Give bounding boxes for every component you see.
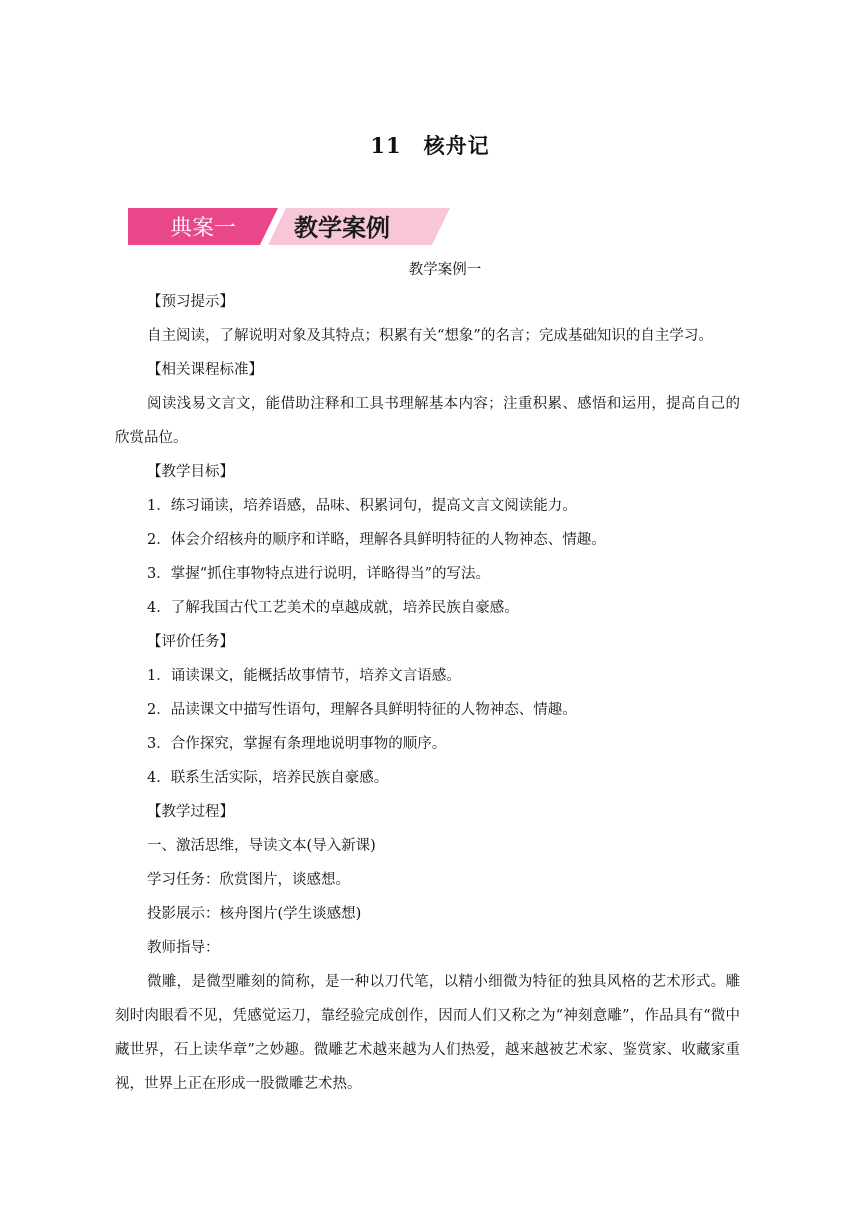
paragraph: 教师指导： — [147, 940, 220, 956]
paragraph: 2．品读课文中描写性语句，理解各具鲜明特征的人物神态、情趣。 — [147, 702, 577, 718]
section-heading: 【预习提示】 — [147, 294, 234, 310]
paragraph: 4．了解我国古代工艺美术的卓越成就，培养民族自豪感。 — [147, 600, 519, 616]
paragraph: 4．联系生活实际，培养民族自豪感。 — [147, 770, 389, 786]
section-heading: 【评价任务】 — [147, 634, 234, 650]
paragraph: 3．掌握“抓住事物特点进行说明，详略得当”的写法。 — [147, 566, 491, 582]
lesson-title: 核舟记 — [423, 133, 490, 158]
paragraph: 3．合作探究，掌握有条理地说明事物的顺序。 — [147, 736, 447, 752]
paragraph: 自主阅读，了解说明对象及其特点；积累有关“想象”的名言；完成基础知识的自主学习。 — [147, 328, 713, 344]
paragraph: 微雕，是微型雕刻的简称，是一种以刀代笔，以精小细微为特征的独具风格的艺术形式。雕刻时肉眼看不见，凭感觉运刀，靠经验完成创作，因而人们又称之为“神刻意雕”，作品具有“微中藏世界，石上读华章”之妙趣。微雕艺术越来越为人们热爱，越来越被艺术家、鉴赏家、收藏家重视，世界上正在形成一股微雕艺术热。 — [115, 974, 740, 1092]
paragraph: 学习任务：欣赏图片，谈感想。 — [147, 872, 350, 888]
document-body — [115, 285, 740, 1101]
page-title — [0, 130, 860, 160]
paragraph: 阅读浅易文言文，能借助注释和工具书理解基本内容；注重积累、感悟和运用，提高自己的欣赏品位。 — [115, 396, 740, 446]
section-title: 教学案例一 — [408, 262, 482, 278]
paragraph: 2．体会介绍核舟的顺序和详略，理解各具鲜明特征的人物神态、情趣。 — [147, 532, 606, 548]
section-heading: 【教学过程】 — [147, 804, 234, 820]
banner-label: 教学案例 — [294, 214, 390, 242]
paragraph: 1．练习诵读，培养语感，品味、积累词句，提高文言文阅读能力。 — [147, 498, 577, 514]
paragraph: 1．诵读课文，能概括故事情节，培养文言语感。 — [147, 668, 461, 684]
section-heading: 【相关课程标准】 — [147, 362, 263, 378]
lesson-number: 11 — [370, 133, 402, 158]
section-banner — [128, 208, 450, 245]
paragraph: 一、激活思维，导读文本(导入新课) — [147, 838, 376, 854]
banner-tag: 典案一 — [170, 215, 237, 240]
banner-graphic — [128, 208, 450, 245]
section-heading: 【教学目标】 — [147, 464, 234, 480]
paragraph: 投影展示：核舟图片(学生谈感想) — [147, 906, 362, 922]
